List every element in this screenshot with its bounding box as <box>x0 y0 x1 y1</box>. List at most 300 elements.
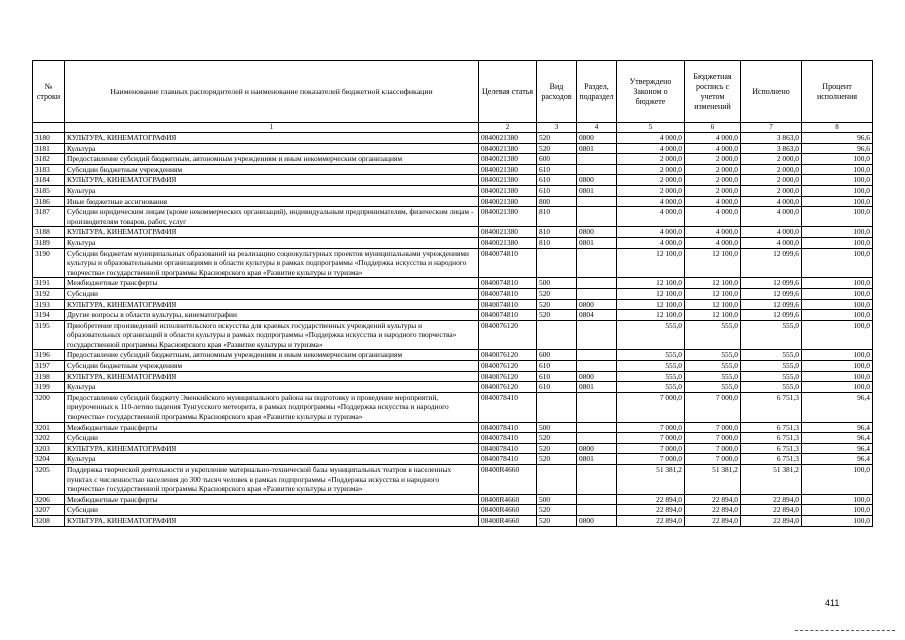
row-expense-type: 610 <box>537 185 577 196</box>
row-planned: 2 000,0 <box>685 164 741 175</box>
row-expense-type: 520 <box>537 143 577 154</box>
row-section <box>577 392 617 422</box>
row-target-article: 0840078410 <box>479 392 537 422</box>
row-approved: 7 000,0 <box>617 454 685 465</box>
row-section: 0801 <box>577 454 617 465</box>
row-planned: 555,0 <box>685 320 741 350</box>
table-row <box>33 454 873 465</box>
row-executed: 4 000,0 <box>741 227 802 238</box>
column-number: 6 <box>685 123 741 133</box>
row-name: Другие вопросы в области культуры, кинематографии <box>65 310 479 321</box>
row-executed: 3 863,0 <box>741 143 802 154</box>
header-target-article: Целевая статья <box>479 61 537 123</box>
row-percent: 100,0 <box>802 175 873 186</box>
row-name: Предоставление субсидий бюджетным, автономным учреждениям и иным некоммерческим организациям <box>65 350 479 361</box>
row-target-article: 0840074810 <box>479 278 537 289</box>
row-executed: 51 381,2 <box>741 465 802 495</box>
row-approved: 12 100,0 <box>617 299 685 310</box>
row-approved: 555,0 <box>617 320 685 350</box>
column-number: 3 <box>537 123 577 133</box>
row-name: Предоставление субсидий бюджету Эвенкийского муниципального района на подготовку и проведение мероприятий, приуроченных к 110-летию падения Тунгусского метеорита, в рамках подпрограммы «Поддержка искусства и народного творчества» государственной программы Красноярского края «Развитие культуры и туризма» <box>65 392 479 422</box>
row-expense-type: 610 <box>537 361 577 372</box>
row-executed: 12 099,6 <box>741 288 802 299</box>
row-expense-type: 610 <box>537 382 577 393</box>
row-approved: 22 894,0 <box>617 515 685 526</box>
row-approved: 4 000,0 <box>617 133 685 144</box>
header-row-number: № строки <box>33 61 65 123</box>
row-number: 3185 <box>33 185 65 196</box>
row-section <box>577 350 617 361</box>
table-row <box>33 443 873 454</box>
row-planned: 2 000,0 <box>685 185 741 196</box>
row-number: 3194 <box>33 310 65 321</box>
row-planned: 22 894,0 <box>685 494 741 505</box>
row-expense-type: 610 <box>537 164 577 175</box>
row-target-article: 0840076120 <box>479 350 537 361</box>
row-section <box>577 465 617 495</box>
row-percent: 100,0 <box>802 278 873 289</box>
row-executed: 4 000,0 <box>741 237 802 248</box>
row-section: 0800 <box>577 515 617 526</box>
row-percent: 96,4 <box>802 422 873 433</box>
row-name: Межбюджетные трансферты <box>65 278 479 289</box>
row-name: Субсидии бюджетным учреждениям <box>65 361 479 372</box>
row-percent: 96,6 <box>802 133 873 144</box>
column-number-row <box>33 123 873 133</box>
row-percent: 100,0 <box>802 288 873 299</box>
table-row <box>33 207 873 227</box>
row-planned: 12 100,0 <box>685 310 741 321</box>
row-approved: 51 381,2 <box>617 465 685 495</box>
row-number: 3193 <box>33 299 65 310</box>
row-percent: 100,0 <box>802 371 873 382</box>
row-approved: 7 000,0 <box>617 443 685 454</box>
row-percent: 100,0 <box>802 465 873 495</box>
row-percent: 100,0 <box>802 350 873 361</box>
row-name: Субсидии <box>65 505 479 516</box>
row-section: 0801 <box>577 185 617 196</box>
row-section: 0801 <box>577 143 617 154</box>
row-executed: 6 751,3 <box>741 443 802 454</box>
row-approved: 4 000,0 <box>617 207 685 227</box>
row-number: 3189 <box>33 237 65 248</box>
row-section: 0804 <box>577 310 617 321</box>
table-row <box>33 175 873 186</box>
row-number: 3180 <box>33 133 65 144</box>
row-percent: 100,0 <box>802 361 873 372</box>
column-number <box>33 123 65 133</box>
row-section: 0800 <box>577 371 617 382</box>
row-planned: 4 000,0 <box>685 237 741 248</box>
row-number: 3186 <box>33 196 65 207</box>
row-executed: 555,0 <box>741 350 802 361</box>
table-row <box>33 237 873 248</box>
row-name: КУЛЬТУРА, КИНЕМАТОГРАФИЯ <box>65 371 479 382</box>
row-approved: 4 000,0 <box>617 196 685 207</box>
row-expense-type: 520 <box>537 310 577 321</box>
row-name: Субсидии <box>65 288 479 299</box>
row-expense-type: 610 <box>537 371 577 382</box>
row-expense-type: 500 <box>537 494 577 505</box>
row-expense-type: 520 <box>537 515 577 526</box>
table-row <box>33 185 873 196</box>
row-executed: 22 894,0 <box>741 515 802 526</box>
row-target-article: 0840078410 <box>479 422 537 433</box>
row-target-article: 0840074810 <box>479 248 537 278</box>
row-planned: 12 100,0 <box>685 299 741 310</box>
row-approved: 12 100,0 <box>617 288 685 299</box>
row-target-article: 0840076120 <box>479 320 537 350</box>
row-number: 3203 <box>33 443 65 454</box>
table-row <box>33 310 873 321</box>
row-planned: 7 000,0 <box>685 422 741 433</box>
table-body <box>33 133 873 527</box>
row-planned: 7 000,0 <box>685 443 741 454</box>
row-approved: 2 000,0 <box>617 164 685 175</box>
header-expense-type: Вид расходов <box>537 61 577 123</box>
table-row <box>33 392 873 422</box>
row-percent: 100,0 <box>802 237 873 248</box>
row-expense-type: 810 <box>537 237 577 248</box>
row-executed: 6 751,3 <box>741 454 802 465</box>
row-number: 3191 <box>33 278 65 289</box>
row-approved: 12 100,0 <box>617 278 685 289</box>
row-target-article: 0840074810 <box>479 288 537 299</box>
row-expense-type: 520 <box>537 454 577 465</box>
table-row <box>33 278 873 289</box>
table-row <box>33 196 873 207</box>
row-number: 3201 <box>33 422 65 433</box>
row-executed: 22 894,0 <box>741 494 802 505</box>
row-executed: 555,0 <box>741 382 802 393</box>
row-planned: 22 894,0 <box>685 505 741 516</box>
row-number: 3198 <box>33 371 65 382</box>
row-section: 0800 <box>577 175 617 186</box>
header-row <box>33 61 873 123</box>
table-row <box>33 227 873 238</box>
row-number: 3196 <box>33 350 65 361</box>
row-name: КУЛЬТУРА, КИНЕМАТОГРАФИЯ <box>65 133 479 144</box>
row-percent: 100,0 <box>802 310 873 321</box>
row-name: Иные бюджетные ассигнования <box>65 196 479 207</box>
column-number: 8 <box>802 123 873 133</box>
row-target-article: 0840076120 <box>479 361 537 372</box>
row-planned: 51 381,2 <box>685 465 741 495</box>
row-name: Межбюджетные трансферты <box>65 494 479 505</box>
row-expense-type: 600 <box>537 350 577 361</box>
row-approved: 7 000,0 <box>617 422 685 433</box>
row-target-article: 0840021380 <box>479 237 537 248</box>
row-percent: 100,0 <box>802 515 873 526</box>
row-expense-type: 520 <box>537 443 577 454</box>
row-section <box>577 154 617 165</box>
row-section: 0800 <box>577 227 617 238</box>
row-approved: 4 000,0 <box>617 237 685 248</box>
row-executed: 12 099,6 <box>741 278 802 289</box>
row-approved: 22 894,0 <box>617 494 685 505</box>
row-expense-type: 800 <box>537 196 577 207</box>
row-section: 0801 <box>577 382 617 393</box>
row-expense-type: 500 <box>537 278 577 289</box>
row-approved: 12 100,0 <box>617 248 685 278</box>
row-planned: 4 000,0 <box>685 143 741 154</box>
row-number: 3206 <box>33 494 65 505</box>
row-name: Субсидии бюджетным учреждениям <box>65 164 479 175</box>
row-section <box>577 505 617 516</box>
table-row <box>33 371 873 382</box>
table-row <box>33 248 873 278</box>
row-planned: 12 100,0 <box>685 248 741 278</box>
row-number: 3199 <box>33 382 65 393</box>
column-number: 4 <box>577 123 617 133</box>
row-section <box>577 422 617 433</box>
row-number: 3184 <box>33 175 65 186</box>
row-number: 3197 <box>33 361 65 372</box>
row-expense-type: 520 <box>537 433 577 444</box>
row-expense-type <box>537 465 577 495</box>
row-planned: 4 000,0 <box>685 196 741 207</box>
row-percent: 96,4 <box>802 392 873 422</box>
header-planned: Бюджетная роспись с учетом изменений <box>685 61 741 123</box>
row-number: 3207 <box>33 505 65 516</box>
table-row <box>33 505 873 516</box>
row-executed: 12 099,6 <box>741 310 802 321</box>
table-row <box>33 422 873 433</box>
column-number: 7 <box>741 123 802 133</box>
row-target-article: 0840021380 <box>479 227 537 238</box>
row-percent: 100,0 <box>802 320 873 350</box>
header-section: Раздел, подраздел <box>577 61 617 123</box>
table-row <box>33 143 873 154</box>
row-target-article: 0840021380 <box>479 133 537 144</box>
row-target-article: 0840076120 <box>479 382 537 393</box>
row-executed: 12 099,6 <box>741 248 802 278</box>
row-executed: 6 751,3 <box>741 433 802 444</box>
row-approved: 555,0 <box>617 371 685 382</box>
header-name: Наименование главных распорядителей и наименование показателей бюджетной классификации <box>65 61 479 123</box>
row-target-article: 0840074810 <box>479 310 537 321</box>
row-section <box>577 494 617 505</box>
row-percent: 96,4 <box>802 454 873 465</box>
row-percent: 100,0 <box>802 299 873 310</box>
table-row <box>33 320 873 350</box>
row-approved: 555,0 <box>617 361 685 372</box>
row-name: Предоставление субсидий бюджетным, автономным учреждениям и иным некоммерческим организациям <box>65 154 479 165</box>
row-executed: 4 000,0 <box>741 207 802 227</box>
row-executed: 555,0 <box>741 361 802 372</box>
row-name: Культура <box>65 185 479 196</box>
row-number: 3183 <box>33 164 65 175</box>
row-approved: 7 000,0 <box>617 433 685 444</box>
row-planned: 22 894,0 <box>685 515 741 526</box>
row-approved: 2 000,0 <box>617 175 685 186</box>
row-name: Субсидии бюджетам муниципальных образований на реализацию социокультурных проектов муниципальными учреждениями культуры и образовательными организациями в области культуры в рамках подпрограммы «Поддержка искусства и народного творчества» государственной программы Красноярского края «Развитие культуры и туризма» <box>65 248 479 278</box>
row-target-article: 0840078410 <box>479 443 537 454</box>
row-executed: 6 751,3 <box>741 422 802 433</box>
row-expense-type: 810 <box>537 227 577 238</box>
row-name: Культура <box>65 143 479 154</box>
row-number: 3190 <box>33 248 65 278</box>
row-executed: 12 099,6 <box>741 299 802 310</box>
row-number: 3200 <box>33 392 65 422</box>
row-executed: 4 000,0 <box>741 196 802 207</box>
row-planned: 7 000,0 <box>685 392 741 422</box>
header-percent: Процент исполнения <box>802 61 873 123</box>
table-row <box>33 494 873 505</box>
row-expense-type: 500 <box>537 422 577 433</box>
table-row <box>33 465 873 495</box>
row-approved: 2 000,0 <box>617 154 685 165</box>
column-number: 1 <box>65 123 479 133</box>
row-target-article: 0840021380 <box>479 207 537 227</box>
table-row <box>33 515 873 526</box>
row-executed: 3 863,0 <box>741 133 802 144</box>
table-row <box>33 164 873 175</box>
row-expense-type <box>537 248 577 278</box>
row-section <box>577 196 617 207</box>
row-executed: 2 000,0 <box>741 185 802 196</box>
row-expense-type: 810 <box>537 207 577 227</box>
row-section <box>577 248 617 278</box>
row-number: 3204 <box>33 454 65 465</box>
row-section <box>577 288 617 299</box>
row-name: Культура <box>65 382 479 393</box>
row-target-article: 0840021380 <box>479 143 537 154</box>
row-percent: 96,6 <box>802 143 873 154</box>
row-section: 0800 <box>577 443 617 454</box>
row-expense-type: 520 <box>537 299 577 310</box>
row-percent: 100,0 <box>802 505 873 516</box>
row-planned: 555,0 <box>685 361 741 372</box>
row-percent: 100,0 <box>802 207 873 227</box>
row-name: Приобретение произведений исполнительского искусства для краевых государственных учреждений культуры и образовательных организаций в области культуры в рамках подпрограммы «Поддержка искусства и народного творчества» государственной программы Красноярского края «Развитие культуры и туризма» <box>65 320 479 350</box>
table-row <box>33 382 873 393</box>
row-number: 3208 <box>33 515 65 526</box>
table-row <box>33 154 873 165</box>
row-number: 3192 <box>33 288 65 299</box>
table-row <box>33 133 873 144</box>
row-target-article: 0840021380 <box>479 154 537 165</box>
row-section <box>577 207 617 227</box>
row-planned: 555,0 <box>685 371 741 382</box>
table-row <box>33 299 873 310</box>
row-number: 3188 <box>33 227 65 238</box>
row-target-article: 08400R4660 <box>479 465 537 495</box>
budget-execution-table <box>32 60 873 527</box>
row-approved: 12 100,0 <box>617 310 685 321</box>
row-planned: 555,0 <box>685 382 741 393</box>
row-approved: 555,0 <box>617 350 685 361</box>
column-number: 2 <box>479 123 537 133</box>
row-planned: 4 000,0 <box>685 207 741 227</box>
row-planned: 7 000,0 <box>685 454 741 465</box>
header-approved: Утверждено Законом о бюджете <box>617 61 685 123</box>
row-target-article: 08400R4660 <box>479 515 537 526</box>
row-name: Субсидии <box>65 433 479 444</box>
row-number: 3205 <box>33 465 65 495</box>
row-percent: 100,0 <box>802 227 873 238</box>
row-approved: 555,0 <box>617 382 685 393</box>
row-executed: 6 751,3 <box>741 392 802 422</box>
row-executed: 2 000,0 <box>741 175 802 186</box>
row-percent: 100,0 <box>802 196 873 207</box>
row-approved: 2 000,0 <box>617 185 685 196</box>
row-approved: 4 000,0 <box>617 227 685 238</box>
row-section <box>577 433 617 444</box>
row-target-article: 0840021380 <box>479 175 537 186</box>
row-name: Культура <box>65 454 479 465</box>
row-planned: 4 000,0 <box>685 227 741 238</box>
row-percent: 96,4 <box>802 443 873 454</box>
row-executed: 555,0 <box>741 320 802 350</box>
row-expense-type <box>537 392 577 422</box>
row-planned: 4 000,0 <box>685 133 741 144</box>
row-expense-type: 600 <box>537 154 577 165</box>
row-expense-type: 520 <box>537 505 577 516</box>
row-section: 0801 <box>577 237 617 248</box>
row-percent: 96,4 <box>802 433 873 444</box>
row-name: КУЛЬТУРА, КИНЕМАТОГРАФИЯ <box>65 299 479 310</box>
row-name: Межбюджетные трансферты <box>65 422 479 433</box>
row-number: 3181 <box>33 143 65 154</box>
row-planned: 12 100,0 <box>685 278 741 289</box>
row-number: 3202 <box>33 433 65 444</box>
column-number: 5 <box>617 123 685 133</box>
row-section <box>577 320 617 350</box>
row-name: Поддержка творческой деятельности и укрепление материально-технической базы муниципальных театров в населенных пунктах с численностью населения до 300 тысяч человек в рамках подпрограммы «Поддержка искусства и народного творчества» государственной программы Красноярского края «Развитие культуры и туризма» <box>65 465 479 495</box>
row-target-article: 08400R4660 <box>479 505 537 516</box>
page-number: 411 <box>825 598 840 608</box>
footer-divider <box>795 630 895 631</box>
row-target-article: 0840021380 <box>479 196 537 207</box>
row-executed: 555,0 <box>741 371 802 382</box>
row-percent: 100,0 <box>802 382 873 393</box>
row-target-article: 0840021380 <box>479 164 537 175</box>
row-planned: 555,0 <box>685 350 741 361</box>
row-planned: 2 000,0 <box>685 175 741 186</box>
row-expense-type <box>537 320 577 350</box>
row-percent: 100,0 <box>802 494 873 505</box>
row-target-article: 0840074810 <box>479 299 537 310</box>
row-planned: 2 000,0 <box>685 154 741 165</box>
row-section: 0800 <box>577 299 617 310</box>
row-executed: 2 000,0 <box>741 154 802 165</box>
row-name: Культура <box>65 237 479 248</box>
row-approved: 7 000,0 <box>617 392 685 422</box>
table-row <box>33 288 873 299</box>
row-section <box>577 361 617 372</box>
row-target-article: 0840076120 <box>479 371 537 382</box>
row-name: КУЛЬТУРА, КИНЕМАТОГРАФИЯ <box>65 175 479 186</box>
row-number: 3195 <box>33 320 65 350</box>
row-percent: 100,0 <box>802 164 873 175</box>
row-percent: 100,0 <box>802 248 873 278</box>
row-section <box>577 164 617 175</box>
table-row <box>33 433 873 444</box>
row-approved: 22 894,0 <box>617 505 685 516</box>
header-executed: Исполнено <box>741 61 802 123</box>
row-target-article: 0840078410 <box>479 454 537 465</box>
row-target-article: 08400R4660 <box>479 494 537 505</box>
table-row <box>33 361 873 372</box>
row-expense-type: 610 <box>537 175 577 186</box>
row-approved: 4 000,0 <box>617 143 685 154</box>
row-planned: 7 000,0 <box>685 433 741 444</box>
row-planned: 12 100,0 <box>685 288 741 299</box>
row-percent: 100,0 <box>802 185 873 196</box>
row-target-article: 0840078410 <box>479 433 537 444</box>
row-expense-type: 520 <box>537 133 577 144</box>
